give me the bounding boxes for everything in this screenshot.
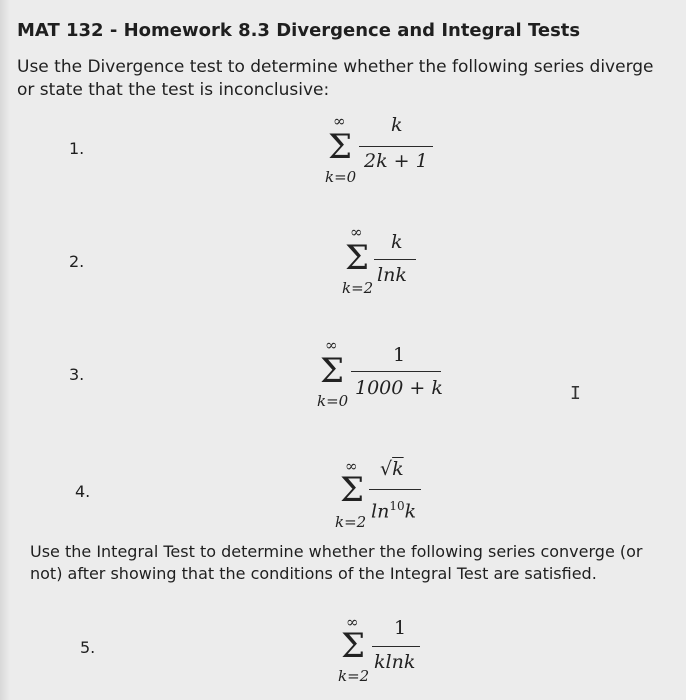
sum-lower-limit: k=2 bbox=[338, 667, 370, 685]
fraction-denominator: lnk bbox=[377, 264, 407, 286]
fraction-numerator bbox=[380, 458, 404, 480]
problem-3-number: 3. bbox=[69, 365, 85, 384]
fraction-numerator: k bbox=[391, 114, 403, 136]
problem-5-number: 5. bbox=[80, 638, 96, 657]
fraction-bar bbox=[374, 259, 416, 260]
fraction-numerator: k bbox=[391, 231, 403, 253]
sum-lower-limit: k=0 bbox=[325, 168, 357, 186]
fraction-denominator: 2k + 1 bbox=[364, 150, 428, 172]
page-edge bbox=[0, 0, 10, 700]
sum-lower-limit: k=0 bbox=[317, 392, 349, 410]
fraction-bar bbox=[359, 146, 433, 147]
divergence-instructions: Use the Divergence test to determine whether the following series diverge or state that the test is inconclusive: bbox=[17, 57, 654, 100]
sigma-symbol: Σ bbox=[345, 238, 370, 278]
fraction-bar bbox=[351, 371, 441, 372]
fraction-numerator: 1 bbox=[394, 617, 407, 639]
sum-lower-limit: k=2 bbox=[335, 513, 367, 531]
radicand: k bbox=[392, 458, 404, 480]
integral-instructions: Use the Integral Test to determine whether the following series converge (or not) after showing that the conditions of the Integral Test are satisfied. bbox=[30, 542, 643, 583]
sigma-symbol: Σ bbox=[341, 626, 366, 666]
sum-upper-limit: ∞ bbox=[346, 613, 359, 631]
sum-upper-limit: ∞ bbox=[345, 457, 358, 475]
fraction-bar bbox=[372, 646, 420, 647]
sum-upper-limit: ∞ bbox=[333, 112, 346, 130]
sigma-symbol: Σ bbox=[340, 470, 365, 510]
denominator-variable: k bbox=[404, 500, 417, 523]
problem-2-number: 2. bbox=[69, 252, 85, 271]
sum-upper-limit: ∞ bbox=[350, 223, 363, 241]
denominator-base: ln bbox=[371, 500, 390, 523]
denominator-exponent: 10 bbox=[389, 499, 405, 513]
fraction-denominator: 1000 + k bbox=[355, 377, 443, 399]
fraction-numerator: 1 bbox=[393, 344, 406, 366]
sum-upper-limit: ∞ bbox=[325, 336, 338, 354]
problem-4-number: 4. bbox=[75, 482, 91, 501]
square-root-icon: √ bbox=[380, 458, 393, 480]
fraction-denominator bbox=[371, 499, 416, 522]
fraction-bar bbox=[369, 489, 421, 490]
problem-1-number: 1. bbox=[69, 139, 85, 158]
sum-lower-limit: k=2 bbox=[342, 279, 374, 297]
text-cursor-icon: I bbox=[570, 383, 581, 404]
page-title: MAT 132 - Homework 8.3 Divergence and Integral Tests bbox=[17, 20, 581, 41]
sigma-symbol: Σ bbox=[320, 351, 345, 391]
fraction-denominator: klnk bbox=[374, 651, 416, 673]
sigma-symbol: Σ bbox=[328, 127, 353, 167]
